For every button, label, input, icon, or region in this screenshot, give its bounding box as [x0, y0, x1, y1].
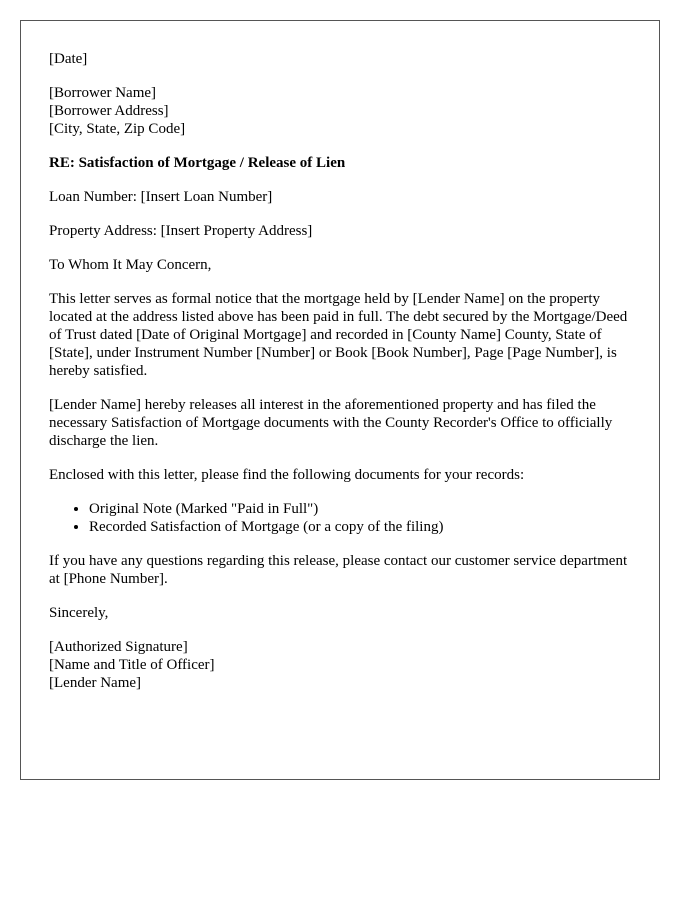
- date-text: [Date]: [49, 51, 88, 67]
- contact-paragraph: If you have any questions regarding this release, please contact our customer service department at [Phone Number].: [49, 553, 628, 587]
- authorized-signature: [Authorized Signature]: [49, 639, 188, 655]
- borrower-city-state-zip: [City, State, Zip Code]: [49, 121, 186, 137]
- letter-date: [49, 50, 631, 68]
- property-address-line: Property Address: [Insert Property Address]: [49, 223, 313, 239]
- signature-block: [49, 638, 631, 692]
- letter-page: [20, 20, 660, 780]
- salutation: To Whom It May Concern,: [49, 257, 212, 273]
- body-paragraph-release: [Lender Name] hereby releases all interest in the aforementioned property and has filed the necessary Satisfaction of Mortgage documents with the County Recorder's Office to officially discharge the lien.: [49, 397, 613, 449]
- officer-name-title: [Name and Title of Officer]: [49, 657, 215, 673]
- body-paragraph-satisfaction: This letter serves as formal notice that the mortgage held by [Lender Name] on the property located at the address listed above has been paid in full. The debt secured by the Mortgage/Deed of Trust dated [Date of Original Mortgage] and recorded in [County Name] County, State of [State], under Instrument Number [Number] or Book [Book Number], Page [Page Number], is hereby satisfied.: [49, 291, 628, 379]
- closing: Sincerely,: [49, 605, 109, 621]
- enclosure-list: [49, 500, 631, 536]
- list-item: • Original Note (Marked "Paid in Full"): [89, 500, 631, 518]
- loan-number-line: Loan Number: [Insert Loan Number]: [49, 189, 273, 205]
- list-item: • Recorded Satisfaction of Mortgage (or a copy of the filing): [89, 518, 631, 536]
- borrower-address: [Borrower Address]: [49, 103, 169, 119]
- borrower-address-block: [49, 84, 631, 138]
- subject-line: RE: Satisfaction of Mortgage / Release of Lien: [49, 155, 346, 171]
- borrower-name: [Borrower Name]: [49, 85, 157, 101]
- enclosure-intro: Enclosed with this letter, please find the following documents for your records:: [49, 467, 525, 483]
- lender-name: [Lender Name]: [49, 675, 142, 691]
